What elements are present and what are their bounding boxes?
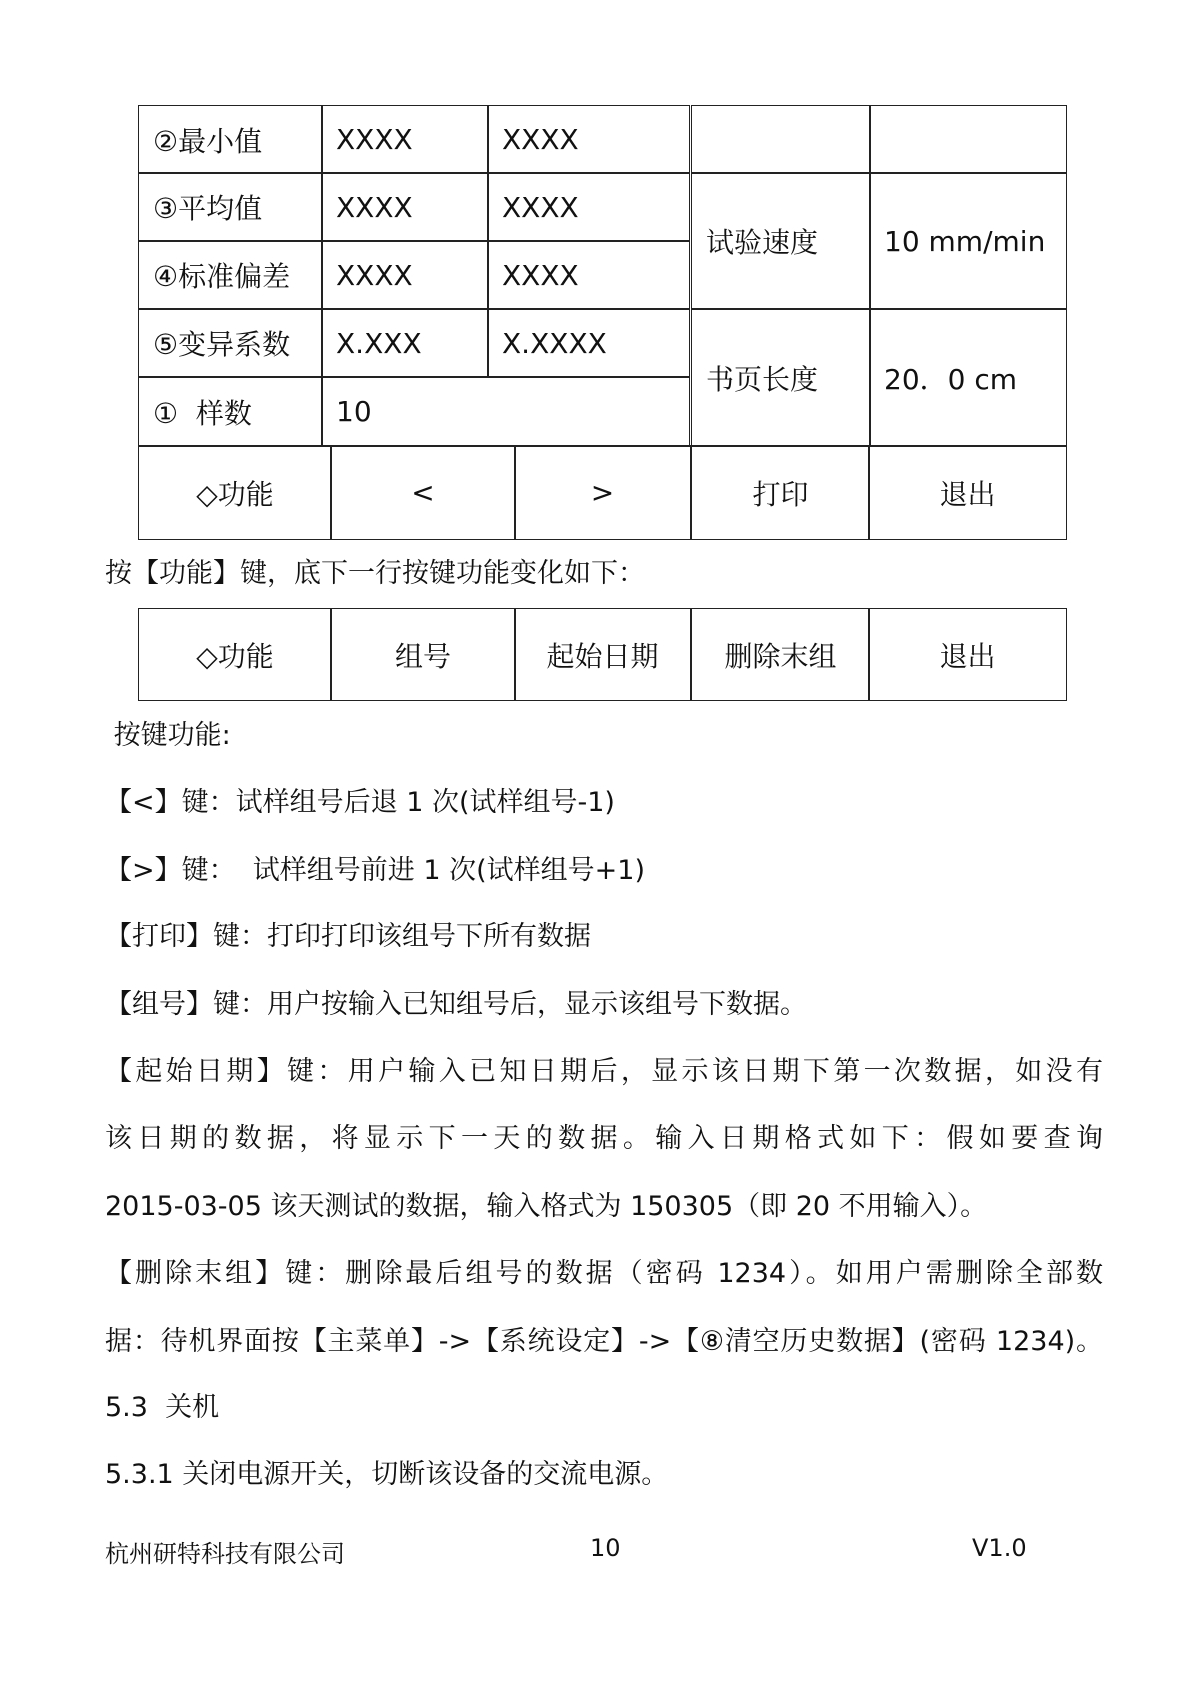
key-delete-last: 删除末组	[691, 608, 870, 701]
text-line: 【打印】键：打印打印该组号下所有数据	[105, 921, 591, 952]
row-label: ②最小值	[138, 105, 323, 174]
row-value: XXXX	[321, 240, 489, 310]
text-line: 【<】键：试样组号后退 1 次(试样组号-1)	[105, 787, 615, 818]
row-value: XXXX	[487, 105, 690, 174]
empty-cell	[869, 105, 1067, 174]
text-line: 【起始日期】键：用户输入已知日期后，显示该日期下第一次数据，如没有	[105, 1056, 1103, 1087]
text-line: 按键功能:	[105, 720, 231, 751]
row-value: XXXX	[321, 105, 489, 174]
footer-version: V1.0	[972, 1534, 1027, 1562]
intro-text: 按【功能】键，底下一行按键功能变化如下：	[105, 558, 645, 589]
section-heading: 5.3 关机	[105, 1392, 220, 1423]
key-exit: 退出	[868, 445, 1067, 540]
row-label: ③平均值	[138, 172, 323, 242]
key-exit: 退出	[868, 608, 1067, 701]
text-line: 2015-03-05 该天测试的数据，输入格式为 150305（即 20 不用输入）。	[105, 1191, 988, 1222]
text-line: 【>】键： 试样组号前进 1 次(试样组号+1)	[105, 855, 645, 886]
footer-company: 杭州研特科技有限公司	[105, 1540, 345, 1568]
key-print: 打印	[691, 445, 870, 540]
row-value: XXXX	[487, 240, 690, 310]
row-label: ① 样数	[138, 376, 323, 447]
row-value: X.XXXX	[487, 308, 690, 378]
text-line: 据：待机界面按【主菜单】->【系统设定】->【⑧清空历史数据】(密码 1234)。	[105, 1326, 1103, 1357]
length-value: 20．0 cm	[869, 308, 1067, 447]
key-previous: <	[330, 445, 516, 540]
key-function: ◇功能	[138, 608, 332, 701]
key-start-date: 起始日期	[514, 608, 691, 701]
row-value: XXXX	[321, 172, 489, 242]
speed-label: 试验速度	[691, 172, 871, 310]
text-line: 【删除末组】键：删除最后组号的数据（密码 1234）。如用户需删除全部数	[105, 1258, 1103, 1289]
row-value: XXXX	[487, 172, 690, 242]
text-line: 5.3.1 关闭电源开关，切断该设备的交流电源。	[105, 1459, 669, 1490]
row-label: ④标准偏差	[138, 240, 323, 310]
key-function: ◇功能	[138, 445, 332, 540]
key-group: 组号	[330, 608, 516, 701]
text-line: 该日期的数据，将显示下一天的数据。输入日期格式如下：假如要查询	[105, 1123, 1103, 1154]
length-label: 书页长度	[691, 308, 871, 447]
row-value: 10	[321, 376, 690, 447]
row-label: ⑤变异系数	[138, 308, 323, 378]
text-line: 【组号】键：用户按输入已知组号后，显示该组号下数据。	[105, 989, 807, 1020]
row-value: X.XXX	[321, 308, 489, 378]
key-next: >	[514, 445, 691, 540]
empty-cell	[691, 105, 871, 174]
speed-value: 10 mm/min	[869, 172, 1067, 310]
footer-page-number: 10	[590, 1534, 621, 1562]
